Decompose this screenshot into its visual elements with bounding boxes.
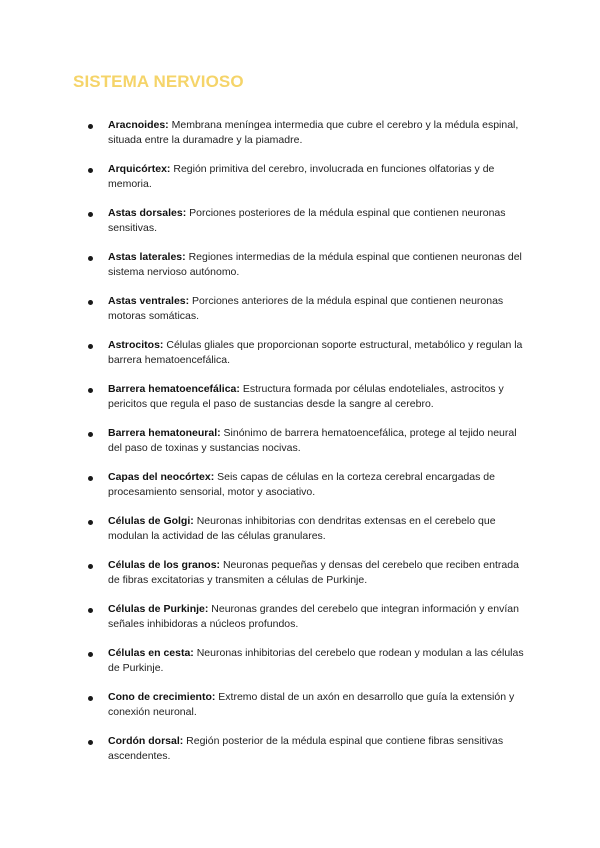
glossary-definition: Regiones intermedias de la médula espinal que contienen neuronas del sistema nervioso autónomo. — [108, 251, 522, 278]
glossary-entry — [0, 294, 600, 338]
glossary-entry — [0, 470, 600, 514]
glossary-definition: Estructura formada por células endoteliales, astrocitos y pericitos que regula el paso de sustancias desde la sangre al cerebro. — [108, 383, 504, 410]
glossary-entry — [0, 602, 600, 646]
glossary-definition: Neuronas inhibitorias con dendritas extensas en el cerebelo que modulan la actividad de las células granulares. — [108, 515, 496, 542]
glossary-term: Cono de crecimiento: — [108, 691, 216, 703]
glossary-definition: Neuronas pequeñas y densas del cerebelo que reciben entrada de fibras excitatorias y transmiten a células de Purkinje. — [108, 559, 519, 586]
bullet-icon — [88, 212, 93, 217]
glossary-entry — [0, 382, 600, 426]
glossary-term: Arquicórtex: — [108, 163, 171, 175]
glossary-entry — [0, 250, 600, 294]
glossary-definition: Membrana meníngea intermedia que cubre el cerebro y la médula espinal, situada entre la duramadre y la piamadre. — [108, 119, 519, 146]
glossary-definition: Porciones anteriores de la médula espinal que contienen neuronas motoras somáticas. — [108, 295, 504, 322]
glossary-term: Células de Golgi: — [108, 515, 194, 527]
glossary-definition: Células gliales que proporcionan soporte estructural, metabólico y regulan la barrera hematoencefálica. — [108, 339, 523, 366]
glossary-term: Cordón dorsal: — [108, 735, 184, 747]
glossary-term: Capas del neocórtex: — [108, 471, 215, 483]
glossary-definition: Neuronas grandes del cerebelo que integran información y envían señales inhibidoras a núcleos profundos. — [108, 603, 519, 630]
glossary-entry — [0, 514, 600, 558]
glossary-definition: Porciones posteriores de la médula espinal que contienen neuronas sensitivas. — [108, 207, 506, 234]
glossary-entry — [0, 558, 600, 602]
glossary-term: Astrocitos: — [108, 339, 164, 351]
glossary-term: Barrera hematoencefálica: — [108, 383, 240, 395]
bullet-icon — [88, 344, 93, 349]
bullet-icon — [88, 168, 93, 173]
glossary-entry — [0, 206, 600, 250]
glossary-definition: Sinónimo de barrera hematoencefálica, protege al tejido neural del paso de toxinas y sustancias nocivas. — [108, 427, 517, 454]
glossary-definition: Región posterior de la médula espinal que contiene fibras sensitivas ascendentes. — [108, 735, 504, 762]
bullet-icon — [88, 256, 93, 261]
glossary-term: Astas dorsales: — [108, 207, 187, 219]
glossary-entry — [0, 690, 600, 734]
glossary-term: Aracnoides: — [108, 119, 169, 131]
bullet-icon — [88, 388, 93, 393]
glossary-term: Astas ventrales: — [108, 295, 190, 307]
glossary-list — [0, 118, 600, 778]
glossary-term: Barrera hematoneural: — [108, 427, 221, 439]
glossary-entry — [0, 118, 600, 162]
glossary-term: Células en cesta: — [108, 647, 194, 659]
glossary-term: Células de los granos: — [108, 559, 221, 571]
bullet-icon — [88, 696, 93, 701]
bullet-icon — [88, 124, 93, 129]
bullet-icon — [88, 300, 93, 305]
bullet-icon — [88, 564, 93, 569]
glossary-entry — [0, 426, 600, 470]
page-title: SISTEMA NERVIOSO — [73, 72, 244, 91]
glossary-entry — [0, 338, 600, 382]
bullet-icon — [88, 740, 93, 745]
glossary-term: Células de Purkinje: — [108, 603, 209, 615]
bullet-icon — [88, 520, 93, 525]
glossary-term: Astas laterales: — [108, 251, 186, 263]
glossary-entry — [0, 162, 600, 206]
glossary-definition: Neuronas inhibitorias del cerebelo que rodean y modulan a las células de Purkinje. — [108, 647, 524, 674]
bullet-icon — [88, 476, 93, 481]
glossary-entry — [0, 646, 600, 690]
bullet-icon — [88, 608, 93, 613]
glossary-definition: Región primitiva del cerebro, involucrada en funciones olfatorias y de memoria. — [108, 163, 495, 190]
bullet-icon — [88, 652, 93, 657]
glossary-entry — [0, 734, 600, 778]
glossary-definition: Seis capas de células en la corteza cerebral encargadas de procesamiento sensorial, motor y asociativo. — [108, 471, 495, 498]
glossary-definition: Extremo distal de un axón en desarrollo que guía la extensión y conexión neuronal. — [108, 691, 515, 718]
bullet-icon — [88, 432, 93, 437]
